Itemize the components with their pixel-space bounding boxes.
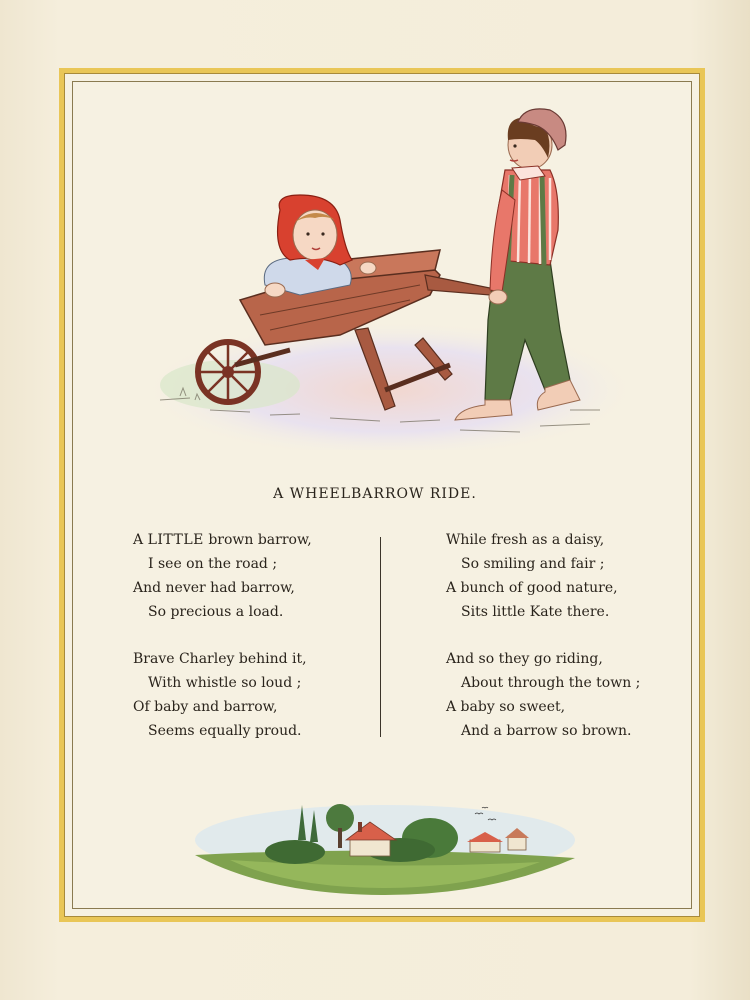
stanza	[133, 647, 312, 743]
smallcaps-word: LITTLE	[147, 532, 204, 548]
verse-line: While fresh as a daisy,	[446, 532, 605, 548]
verse-line: So smiling and fair ;	[461, 556, 605, 572]
verse-line: A baby so sweet,	[446, 699, 566, 715]
verse-line: Sits little Kate there.	[461, 604, 610, 620]
stanza	[133, 528, 312, 624]
verse-line: About through the town ;	[461, 675, 641, 691]
verse-line: With whistle so loud ;	[148, 675, 302, 691]
verse-line	[133, 528, 312, 552]
verse-line: And a barrow so brown.	[461, 723, 632, 739]
stanza	[446, 647, 640, 743]
verse-line: Brave Charley behind it,	[133, 651, 307, 667]
verse-line: A bunch of good nature,	[446, 580, 618, 596]
verse-column-right	[446, 528, 640, 766]
wheelbarrow-illustration-icon	[140, 100, 640, 450]
verse-line: Seems equally proud.	[148, 723, 302, 739]
verse-line: Of baby and barrow,	[133, 699, 278, 715]
poem-title: A WHEELBARROW RIDE.	[273, 486, 477, 502]
verse-line: I see on the road ;	[148, 556, 278, 572]
verse-line: So precious a load.	[148, 604, 284, 620]
verse-line: And never had barrow,	[133, 580, 295, 596]
stanza	[446, 528, 640, 624]
verse-line: And so they go riding,	[446, 651, 603, 667]
village-landscape-icon	[190, 800, 580, 900]
verse-line-rest: brown barrow,	[208, 532, 312, 548]
first-word: A	[133, 532, 144, 548]
verse-column-left	[133, 528, 312, 766]
column-divider	[380, 537, 381, 737]
